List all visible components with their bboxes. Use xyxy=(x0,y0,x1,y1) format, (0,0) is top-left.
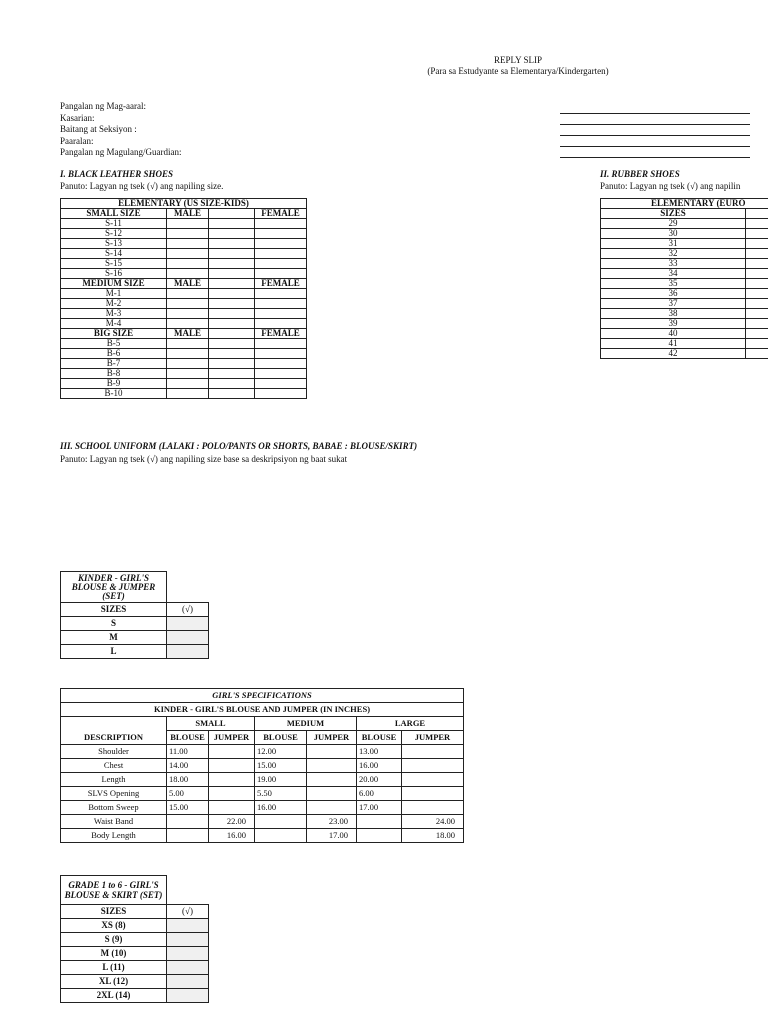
spec-value xyxy=(255,815,307,829)
field-line[interactable] xyxy=(560,124,750,125)
spec-value: 16.00 xyxy=(255,801,307,815)
check-cell[interactable] xyxy=(167,975,209,989)
section-instruction: Panuto: Lagyan ng tsek (√) ang napiling size base sa deskripsiyon ng baat sukat xyxy=(60,454,348,464)
spec-value: 5.00 xyxy=(167,787,209,801)
table-row: 30 xyxy=(601,229,768,239)
table-row xyxy=(61,801,464,815)
spec-value xyxy=(209,759,255,773)
rubber-shoes-table xyxy=(600,198,768,359)
table-row: 38 xyxy=(601,309,768,319)
table-row xyxy=(61,815,464,829)
table-row: 29 xyxy=(601,219,768,229)
big-size-header: BIG SIZE xyxy=(61,329,167,339)
table-row: S-15 xyxy=(61,259,307,269)
spec-value xyxy=(402,801,464,815)
table-row: M-1 xyxy=(61,289,307,299)
specs-title: GIRL'S SPECIFICATIONS xyxy=(61,689,464,703)
table-row xyxy=(61,787,464,801)
spec-value: 22.00 xyxy=(209,815,255,829)
spec-description: Bottom Sweep xyxy=(61,801,167,815)
spec-value xyxy=(209,773,255,787)
table-row: S-16 xyxy=(61,269,307,279)
spec-value xyxy=(402,773,464,787)
spec-value: 19.00 xyxy=(255,773,307,787)
table-row: B-7 xyxy=(61,359,307,369)
spec-value xyxy=(402,759,464,773)
check-header: (√) xyxy=(167,905,209,919)
spec-value xyxy=(209,801,255,815)
table-row: XS (8) xyxy=(61,919,209,933)
small-size-header: SMALL SIZE xyxy=(61,209,167,219)
section-title-black-leather-shoes: I. BLACK LEATHER SHOES xyxy=(60,169,174,179)
spec-value xyxy=(307,745,357,759)
table-row: 39 xyxy=(601,319,768,329)
spec-value xyxy=(357,829,402,843)
check-cell[interactable] xyxy=(167,933,209,947)
spec-value: 18.00 xyxy=(402,829,464,843)
table-title: KINDER - GIRL'S BLOUSE & JUMPER (SET) xyxy=(61,572,167,603)
table-row xyxy=(61,773,464,787)
spec-value: 11.00 xyxy=(167,745,209,759)
group-medium: MEDIUM xyxy=(255,717,357,731)
girls-specifications-table: GIRL'S SPECIFICATIONS KINDER - GIRL'S BLOUSE AND JUMPER (IN INCHES) SMALL MEDIUM LARGE DESCRIPTION BLOUSE JUMPER BLOUSE JUMPER BLOUSE JUMPER Shoulder 11.00 12.00 13.00 Chest 14.00 15.00 16.00 Length 18.00 19.00 20.00 SLVS Opening 5.00 5.50 6.00 Bottom Sweep 15.00 16.00 17.00 Waist Band 22.00 23.00 24.00 Body Length 16.00 17.00 18.00 xyxy=(60,688,464,843)
rubber-shoes-table-wrap xyxy=(600,198,768,378)
specs-subtitle: KINDER - GIRL'S BLOUSE AND JUMPER (IN INCHES) xyxy=(61,703,464,717)
table-row: B-9 xyxy=(61,379,307,389)
spec-description: Body Length xyxy=(61,829,167,843)
check-header: (√) xyxy=(167,603,209,617)
check-cell[interactable] xyxy=(167,645,209,659)
table-row: 33 xyxy=(601,259,768,269)
table-row: S-12 xyxy=(61,229,307,239)
female-header: FEMALE xyxy=(255,209,307,219)
table-row: M (10) xyxy=(61,947,209,961)
table-row: S xyxy=(61,617,209,631)
table-row: B-6 xyxy=(61,349,307,359)
table-row: B-5 xyxy=(61,339,307,349)
section-title-school-uniform: III. SCHOOL UNIFORM (LALAKI : POLO/PANTS OR SHORTS, BABAE : BLOUSE/SKIRT) xyxy=(60,441,418,451)
check-cell[interactable] xyxy=(167,919,209,933)
spec-value: 24.00 xyxy=(402,815,464,829)
student-info-labels xyxy=(60,101,181,159)
check-cell[interactable] xyxy=(167,961,209,975)
spec-value xyxy=(357,815,402,829)
table-row: 40 xyxy=(601,329,768,339)
table-row: S (9) xyxy=(61,933,209,947)
table-row: S-14 xyxy=(61,249,307,259)
table-row: 42 xyxy=(601,349,768,359)
black-leather-shoes-table: ELEMENTARY (US SIZE-KIDS) SMALL SIZE MALE FEMALE S-11 S-12 S-13 S-14 S-15 S-16 MEDIUM SIZE MALE FEMALE M-1 M-2 M-3 M-4 BIG SIZE MALE FEMALE B-5 B-6 B-7 B-8 B-9 B-10 xyxy=(60,198,307,399)
table-row: M-3 xyxy=(61,309,307,319)
spec-value: 17.00 xyxy=(307,829,357,843)
field-label: Pangalan ng Mag-aaral: xyxy=(60,101,146,111)
sizes-header: SIZES xyxy=(61,603,167,617)
male-header: MALE xyxy=(167,209,209,219)
table-row: 31 xyxy=(601,239,768,249)
spec-value: 15.00 xyxy=(167,801,209,815)
page-subtitle: (Para sa Estudyante sa Elementarya/Kindergarten) xyxy=(427,66,609,76)
field-line[interactable] xyxy=(560,113,750,114)
spec-value: 20.00 xyxy=(357,773,402,787)
spec-value: 5.50 xyxy=(255,787,307,801)
kinder-size-table xyxy=(60,571,209,659)
table-title: ELEMENTARY (US SIZE-KIDS) xyxy=(61,199,307,209)
table-row: B-10 xyxy=(61,389,307,399)
spec-value xyxy=(255,829,307,843)
spec-value: 16.00 xyxy=(357,759,402,773)
page-title: REPLY SLIP xyxy=(493,55,543,65)
spec-value xyxy=(307,759,357,773)
table-row: B-8 xyxy=(61,369,307,379)
spec-value: 6.00 xyxy=(357,787,402,801)
table-row: 34 xyxy=(601,269,768,279)
table-row: M xyxy=(61,631,209,645)
sizes-header: SIZES xyxy=(601,209,746,219)
table-row: S-11 xyxy=(61,219,307,229)
table-row: M-4 xyxy=(61,319,307,329)
spec-value: 13.00 xyxy=(357,745,402,759)
field-label: Baitang at Seksiyon : xyxy=(60,124,137,134)
spec-description: Length xyxy=(61,773,167,787)
spec-value xyxy=(209,745,255,759)
table-row xyxy=(61,829,464,843)
table-row xyxy=(61,759,464,773)
field-line[interactable] xyxy=(560,157,750,158)
table-title: ELEMENTARY (EURO xyxy=(601,199,768,209)
section-title-rubber-shoes: II. RUBBER SHOES xyxy=(600,169,680,179)
spec-value: 12.00 xyxy=(255,745,307,759)
table-row: 41 xyxy=(601,339,768,349)
spec-value xyxy=(209,787,255,801)
table-row: S-13 xyxy=(61,239,307,249)
spec-description: Shoulder xyxy=(61,745,167,759)
spec-value xyxy=(402,745,464,759)
section-instruction: Panuto: Lagyan ng tsek (√) ang napiling size. xyxy=(60,181,224,191)
spec-value xyxy=(307,787,357,801)
check-cell[interactable] xyxy=(167,989,209,1003)
spec-value: 17.00 xyxy=(357,801,402,815)
spec-value xyxy=(307,773,357,787)
section-instruction: Panuto: Lagyan ng tsek (√) ang napilin xyxy=(600,181,741,191)
medium-size-header: MEDIUM SIZE xyxy=(61,279,167,289)
table-row: 35 xyxy=(601,279,768,289)
spec-value xyxy=(167,815,209,829)
field-label: Pangalan ng Magulang/Guardian: xyxy=(60,147,182,157)
table-row: L xyxy=(61,645,209,659)
spec-value xyxy=(402,787,464,801)
table-row: 36 xyxy=(601,289,768,299)
table-row: 32 xyxy=(601,249,768,259)
sizes-header: SIZES xyxy=(61,905,167,919)
spec-description: Waist Band xyxy=(61,815,167,829)
table-row: 2XL (14) xyxy=(61,989,209,1003)
table-row: 37 xyxy=(601,299,768,309)
table-row: L (11) xyxy=(61,961,209,975)
spec-value: 18.00 xyxy=(167,773,209,787)
spec-value xyxy=(167,829,209,843)
field-line[interactable] xyxy=(560,135,750,136)
spec-value xyxy=(307,801,357,815)
table-row: M-2 xyxy=(61,299,307,309)
table-row: XL (12) xyxy=(61,975,209,989)
description-header: DESCRIPTION xyxy=(61,731,167,745)
check-cell[interactable] xyxy=(167,631,209,645)
check-cell[interactable] xyxy=(167,617,209,631)
field-line[interactable] xyxy=(560,146,750,147)
grade-size-table xyxy=(60,875,209,1003)
group-small: SMALL xyxy=(167,717,255,731)
spec-description: Chest xyxy=(61,759,167,773)
group-large: LARGE xyxy=(357,717,464,731)
spec-value: 15.00 xyxy=(255,759,307,773)
spec-value: 14.00 xyxy=(167,759,209,773)
field-label: Paaralan: xyxy=(60,135,94,146)
table-title: GRADE 1 to 6 - GIRL'S BLOUSE & SKIRT (SET) xyxy=(61,876,167,905)
spec-description: SLVS Opening xyxy=(61,787,167,801)
check-cell[interactable] xyxy=(167,947,209,961)
table-row xyxy=(61,745,464,759)
spec-value: 23.00 xyxy=(307,815,357,829)
field-label: Kasarian: xyxy=(60,112,95,123)
spec-value: 16.00 xyxy=(209,829,255,843)
